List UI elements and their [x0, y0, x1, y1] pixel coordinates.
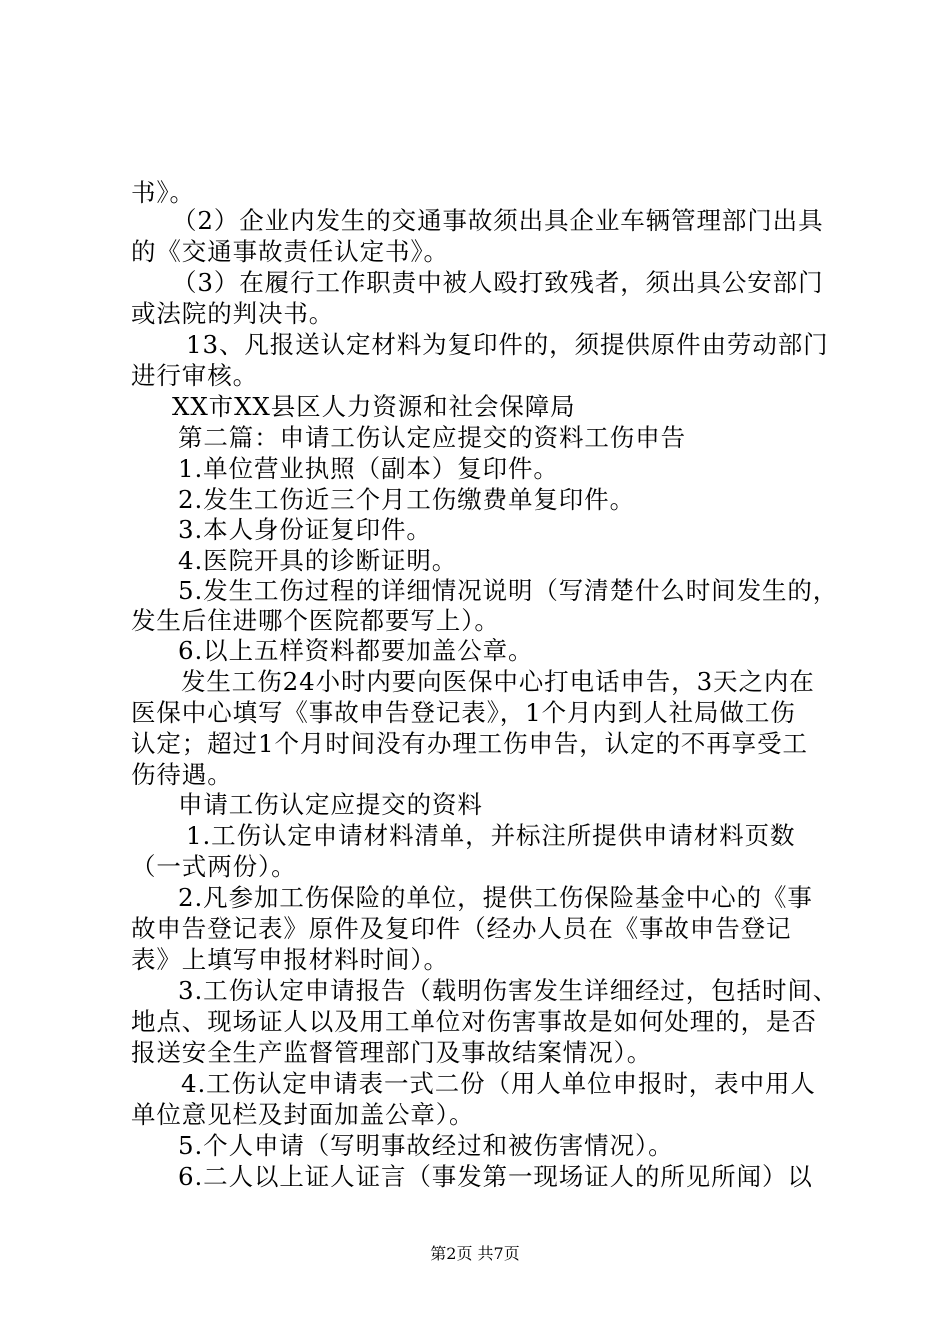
- text-line: 发生后住进哪个医院都要写上）。: [131, 606, 500, 635]
- text-line: 报送安全生产监督管理部门及事故结案情况）。: [131, 1038, 653, 1067]
- text-line: 或法院的判决书。: [131, 299, 335, 328]
- text-line: 发生工伤24小时内要向医保中心打电话申告，3天之内在: [181, 667, 815, 696]
- text-line: 的《交通事故责任认定书》。: [131, 237, 449, 266]
- text-line: 6.二人以上证人证言（事发第一现场证人的所见所闻）以: [178, 1162, 813, 1191]
- text-line: 3.本人身份证复印件。: [178, 515, 432, 544]
- text-line: 认定；超过1个月时间没有办理工伤申告，认定的不再享受工: [131, 729, 808, 758]
- text-line: 1.工伤认定申请材料清单，并标注所提供申请材料页数: [186, 821, 796, 850]
- text-line: 故申告登记表》原件及复印件（经办人员在《事故申告登记: [131, 914, 792, 943]
- text-line: XX市XX县区人力资源和社会保障局: [172, 392, 576, 421]
- text-line: 伤待遇。: [131, 760, 233, 789]
- text-line: 单位意见栏及封面加盖公章）。: [131, 1100, 475, 1129]
- text-line: 申请工伤认定应提交的资料: [178, 790, 483, 819]
- text-line: 4.医院开具的诊断证明。: [178, 546, 458, 575]
- text-line: 书》。: [131, 178, 195, 207]
- text-line: 2.凡参加工伤保险的单位，提供工伤保险基金中心的《事: [178, 883, 813, 912]
- text-line: 表》上填写申报材料时间）。: [131, 945, 449, 974]
- text-line: 5.个人申请（写明事故经过和被伤害情况）。: [178, 1131, 674, 1160]
- text-line: 2.发生工伤近三个月工伤缴费单复印件。: [178, 485, 635, 514]
- text-line: 地点、现场证人以及用工单位对伤害事故是如何处理的，是否: [131, 1007, 817, 1036]
- text-line: 第二篇：申请工伤认定应提交的资料工伤申告: [178, 423, 686, 452]
- text-line: 5.发生工伤过程的详细情况说明（写清楚什么时间发生的，: [178, 576, 839, 605]
- page-number-label: 第2页 共7页: [430, 1244, 520, 1263]
- page-footer: [0, 1244, 950, 1264]
- text-line: 13、凡报送认定材料为复印件的，须提供原件由劳动部门: [186, 330, 829, 359]
- text-line: （2）企业内发生的交通事故须出具企业车辆管理部门出具: [172, 206, 824, 235]
- text-line: 1.单位营业执照（副本）复印件。: [178, 454, 559, 483]
- text-line: 6.以上五样资料都要加盖公章。: [178, 636, 534, 665]
- text-line: 进行审核。: [131, 361, 258, 390]
- text-line: 4.工伤认定申请表一式二份（用人单位申报时，表中用人: [181, 1069, 816, 1098]
- text-line: （3）在履行工作职责中被人殴打致残者，须出具公安部门: [172, 268, 824, 297]
- text-line: 3.工伤认定申请报告（载明伤害发生详细经过，包括时间、: [178, 976, 839, 1005]
- text-line: 医保中心填写《事故申告登记表》，1个月内到人社局做工伤: [131, 698, 796, 727]
- text-line: （一式两份）。: [131, 852, 297, 881]
